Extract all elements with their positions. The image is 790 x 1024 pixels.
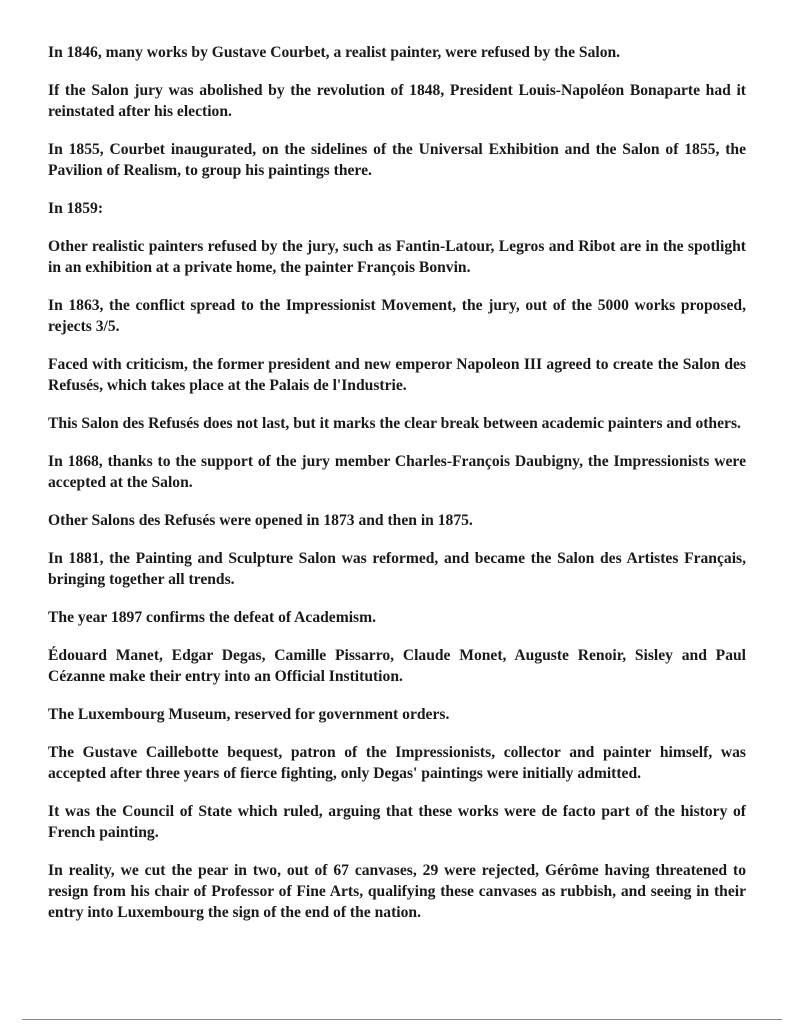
paragraph-9: In 1868, thanks to the support of the jury member Charles-François Daubigny, the Impressionists were accepted at the Salon. — [48, 453, 746, 491]
paragraph-14: The Luxembourg Museum, reserved for government orders. — [48, 706, 450, 723]
paragraph-8: This Salon des Refusés does not last, but it marks the clear break between academic painters and others. — [48, 415, 741, 432]
paragraph-16: It was the Council of State which ruled, arguing that these works were de facto part of the history of French painting. — [48, 803, 746, 841]
paragraph-13: Édouard Manet, Edgar Degas, Camille Pissarro, Claude Monet, Auguste Renoir, Sisley and Paul Cézanne make their entry into an Official Institution. — [48, 647, 746, 685]
paragraph-17: In reality, we cut the pear in two, out of 67 canvases, 29 were rejected, Gérôme having threatened to resign from his chair of Professor of Fine Arts, qualifying these canvases as rubbish, and seeing in their entry into Luxembourg the sign of the end of the nation. — [48, 862, 746, 921]
paragraph-5: Other realistic painters refused by the jury, such as Fantin-Latour, Legros and Ribot are in the spotlight in an exhibition at a private home, the painter François Bonvin. — [48, 238, 746, 276]
paragraph-3: In 1855, Courbet inaugurated, on the sidelines of the Universal Exhibition and the Salon of 1855, the Pavilion of Realism, to group his paintings there. — [48, 141, 746, 179]
paragraph-4: In 1859: — [48, 200, 104, 217]
paragraph-12: The year 1897 confirms the defeat of Academism. — [48, 609, 376, 626]
paragraph-6: In 1863, the conflict spread to the Impressionist Movement, the jury, out of the 5000 works proposed, rejects 3/5. — [48, 297, 746, 335]
paragraph-7: Faced with criticism, the former president and new emperor Napoleon III agreed to create the Salon des Refusés, which takes place at the Palais de l'Industrie. — [48, 356, 746, 394]
paragraph-10: Other Salons des Refusés were opened in 1873 and then in 1875. — [48, 512, 473, 529]
paragraph-15: The Gustave Caillebotte bequest, patron of the Impressionists, collector and painter himself, was accepted after three years of fierce fighting, only Degas' paintings were initially admitted. — [48, 744, 746, 782]
page-bottom-rule — [22, 1019, 782, 1020]
paragraph-2: If the Salon jury was abolished by the revolution of 1848, President Louis-Napoléon Bonaparte had it reinstated after his election. — [48, 82, 746, 120]
document-body — [48, 42, 746, 940]
paragraph-1: In 1846, many works by Gustave Courbet, a realist painter, were refused by the Salon. — [48, 44, 621, 61]
paragraph-11: In 1881, the Painting and Sculpture Salon was reformed, and became the Salon des Artistes Français, bringing together all trends. — [48, 550, 746, 588]
